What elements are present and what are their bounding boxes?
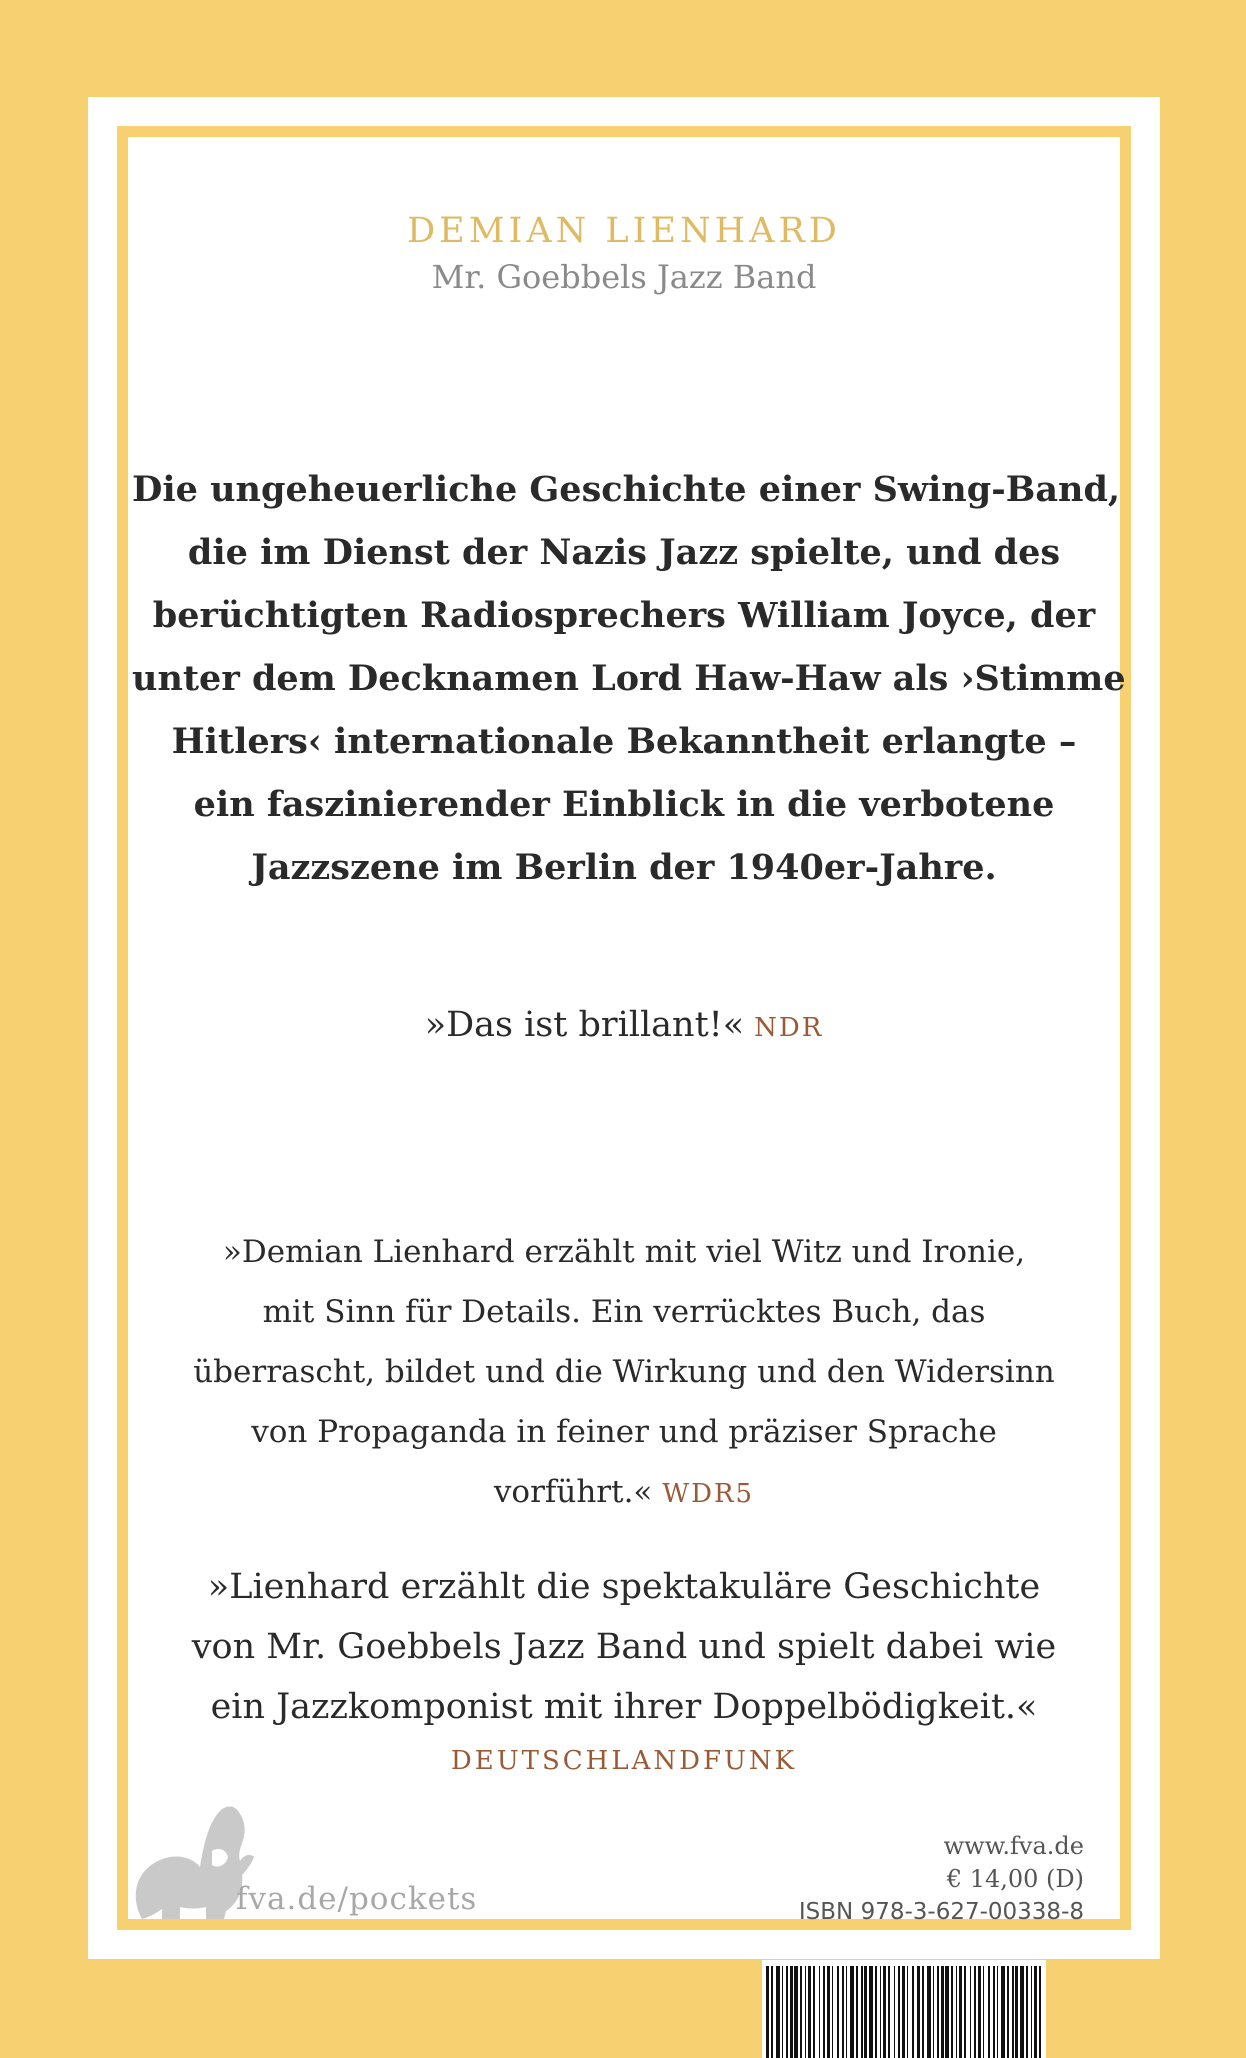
barcode-bar [842,1966,844,2058]
barcode-bar [1031,1966,1032,2058]
barcode-bar [917,1966,920,2058]
barcode-bar [951,1966,953,2058]
blurb-line: Die ungeheuerliche Geschichte einer Swing-Band, [132,469,1121,510]
barcode-bar [856,1966,858,2058]
review-line: »Lienhard erzählt die spektakuläre Geschichte [207,1567,1041,1607]
barcode-bar [850,1966,854,2058]
barcode-bar [808,1966,811,2058]
barcode-bar [937,1966,939,2058]
barcode-bar [832,1966,833,2058]
review-line: mit Sinn für Details. Ein verrücktes Buch, das [262,1294,986,1330]
blurb-line: ein faszinierender Einblick in die verbotene [193,784,1055,825]
barcode-bar [883,1966,886,2058]
barcode-bar [846,1966,847,2058]
barcode-bar [1001,1966,1005,2058]
barcode-bar [988,1966,990,2058]
barcode-bar [927,1966,931,2058]
barcode-bar [1026,1966,1028,2058]
barcode-bar [861,1966,863,2058]
review-line: »Demian Lienhard erzählt mit viel Witz und Ironie, [222,1234,1026,1270]
barcode-bar [864,1966,867,2058]
blurb-line: Jazzszene im Berlin der 1940er-Jahre. [251,847,997,888]
barcode-bar [823,1966,825,2058]
barcode-bar [907,1966,908,2058]
barcode-bar [771,1966,773,2058]
blurb-line: Hitlers‹ internationale Bekanntheit erlangte – [171,721,1077,762]
barcode-bar [1020,1966,1024,2058]
isbn: ISBN 978-3-627-00338-8 [798,1899,1084,1925]
barcode-bar [827,1966,830,2058]
barcode-bar [983,1966,984,2058]
author-name: DEMIAN LIENHARD [407,211,841,251]
price: € 14,00 (D) [946,1865,1084,1893]
barcode-bar [964,1966,966,2058]
barcode-bar [945,1966,949,2058]
review-source: WDR5 [662,1479,755,1509]
barcode-bar [1007,1966,1009,2058]
barcode-bar [1015,1966,1018,2058]
barcode-bar [888,1966,890,2058]
review-line: von Mr. Goebbels Jazz Band und spielt dabei wie [191,1627,1057,1667]
blurb-line: die im Dienst der Nazis Jazz spielte, und des [187,532,1061,573]
barcode-bar [794,1966,798,2058]
review-source: NDR [754,1013,824,1043]
barcode-bar [978,1966,981,2058]
barcode-bar [805,1966,806,2058]
barcode-bar [869,1966,873,2058]
review-source: DEUTSCHLANDFUNK [450,1746,798,1776]
barcode-bar [902,1966,905,2058]
barcode-bar [782,1966,783,2058]
barcode-bar [993,1966,995,2058]
barcode-bar [974,1966,976,2058]
barcode-bar [970,1966,971,2058]
blurb-line: unter dem Decknamen Lord Haw-Haw als ›Stimme [132,658,1126,699]
blurb-line: berüchtigten Radiosprechers William Joyce, der [152,595,1096,636]
barcode-bar [776,1966,780,2058]
publisher-info [799,1830,1084,1929]
review-quote: »Das ist brillant!« [424,1005,745,1045]
barcode-bar [941,1966,944,2058]
book-title: Mr. Goebbels Jazz Band [431,258,817,296]
book-blurb [132,458,1126,899]
barcode-bar [813,1966,815,2058]
barcode-bar [894,1966,895,2058]
review-ndr [132,1005,1116,1045]
barcode-bar [933,1966,934,2058]
review-deutschlandfunk [132,1557,1116,1783]
back-cover-content [132,141,1126,1925]
publisher-website: www.fva.de [943,1832,1084,1860]
barcode-bar [1034,1966,1037,2058]
review-line-last [132,1462,1116,1524]
barcode-bar [786,1966,788,2058]
barcode-bar [959,1966,962,2058]
barcode-bar [837,1966,839,2058]
barcode-bar [997,1966,998,2058]
review-line: überrascht, bildet und die Wirkung und den Widersinn [193,1354,1055,1390]
review-wdr5 [132,1222,1116,1524]
barcode-bar [1012,1966,1014,2058]
barcode-bar [922,1966,924,2058]
barcode-bar [875,1966,877,2058]
barcode-bar [880,1966,881,2058]
review-quote-end: vorführt.« [493,1474,653,1510]
barcode-bar [800,1966,802,2058]
review-line: von Propaganda in feiner und präziser Sprache [251,1414,997,1450]
barcode-bar [790,1966,793,2058]
barcode [762,1960,1046,2058]
barcode-bar [898,1966,900,2058]
review-line: ein Jazzkomponist mit ihrer Doppelbödigkeit.« [210,1687,1038,1727]
barcode-bar [1039,1966,1041,2058]
pockets-url: fva.de/pockets [236,1881,478,1917]
barcode-bar [766,1966,769,2058]
barcode-bar [819,1966,820,2058]
barcode-bar [912,1966,914,2058]
barcode-bar [956,1966,957,2058]
